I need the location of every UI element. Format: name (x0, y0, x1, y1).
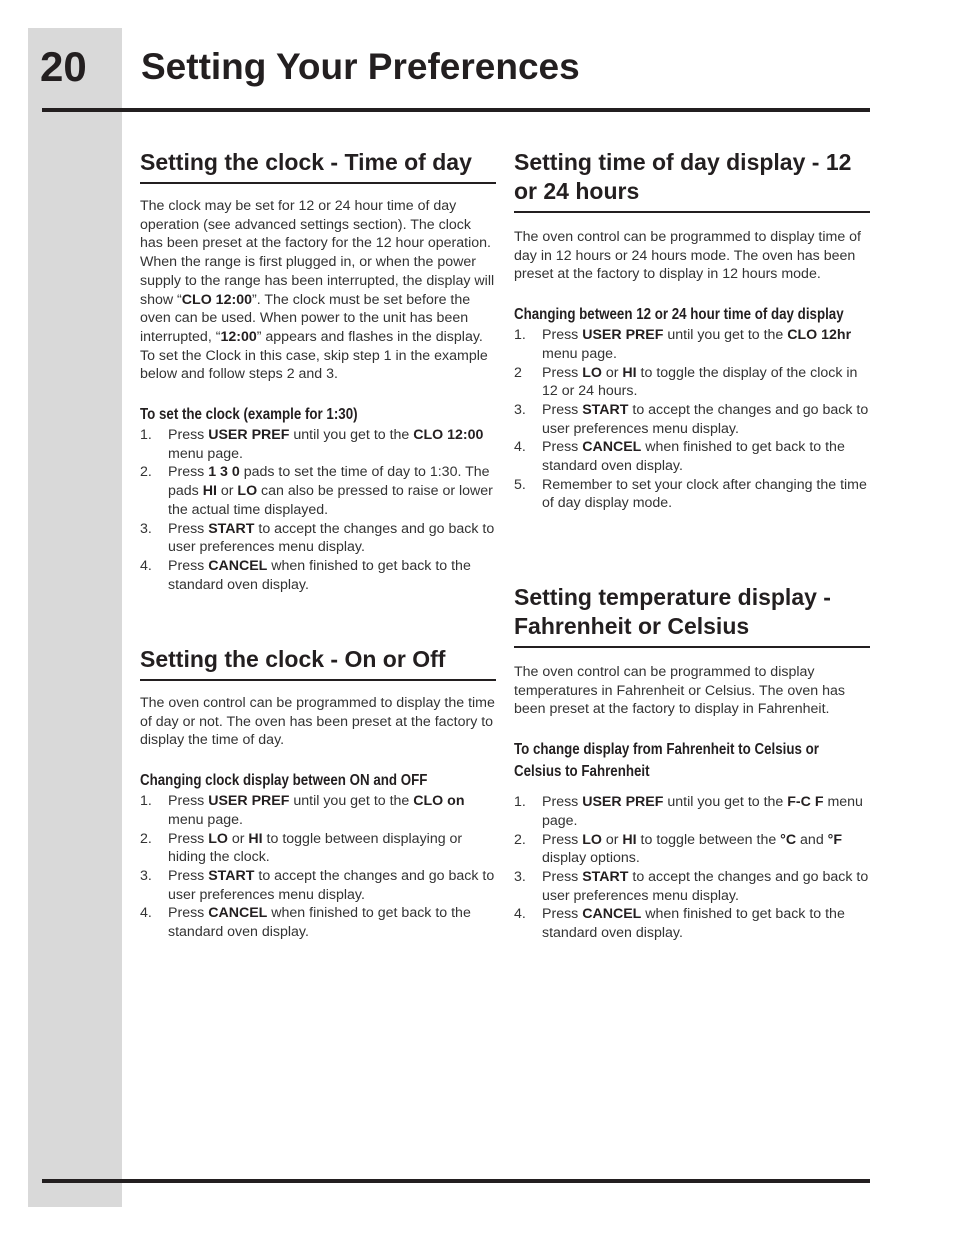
step-list (140, 426, 496, 594)
text-run: Press (542, 906, 583, 923)
emphasis-text: CLO 12hr (787, 327, 852, 344)
step-number: 2. (140, 830, 152, 847)
page-title: Setting Your Preferences (141, 46, 580, 87)
emphasis-text: F-C F (787, 794, 824, 811)
step-item (514, 364, 870, 401)
text-run: until you get to the (663, 327, 788, 344)
section-heading: Setting temperature display - Fahrenheit or Celsius (514, 583, 870, 648)
step-number: 3. (140, 867, 152, 884)
header-rule (42, 108, 870, 112)
emphasis-text: 1 3 0 (208, 464, 240, 481)
text-run: or (601, 364, 623, 381)
section-temp-display (514, 583, 870, 943)
emphasis-text: USER PREF (582, 794, 664, 811)
emphasis-text: CANCEL (208, 557, 268, 574)
text-run: when finished to get back to the standard oven display. (542, 439, 845, 475)
step-number: 3. (140, 520, 152, 537)
step-item (140, 867, 496, 904)
step-number: 2. (140, 464, 152, 481)
emphasis-text: START (208, 520, 255, 537)
step-number: 4. (140, 905, 152, 922)
section-heading: Setting the clock - Time of day (140, 148, 496, 184)
section-clock-onoff (140, 645, 496, 942)
text-run: Press (542, 831, 583, 848)
page-sidebar (28, 28, 122, 1207)
emphasis-text: CLO 12:00 (413, 427, 484, 444)
emphasis-text: START (208, 867, 255, 884)
emphasis-text: CLO 12:00 (181, 291, 252, 308)
step-item (140, 904, 496, 941)
emphasis-text: USER PREF (208, 793, 290, 810)
step-item (140, 792, 496, 829)
emphasis-text: HI (622, 364, 637, 381)
text-run: ”. The clock must be set before the oven can be used. When power to the unit has been interrupted, “ (140, 291, 471, 345)
section-time-display (514, 148, 870, 513)
text-run: Press (542, 868, 583, 885)
emphasis-text: LO (582, 831, 602, 848)
text-run: Press (542, 327, 583, 344)
page-number: 20 (40, 43, 87, 90)
text-run: Press (168, 793, 209, 810)
emphasis-text: USER PREF (208, 427, 290, 444)
section-heading: Setting time of day display - 12 or 24 hours (514, 148, 870, 213)
step-number: 2 (514, 364, 522, 381)
step-number: 3. (514, 868, 526, 885)
text-run: Press (542, 439, 583, 456)
text-run: Press (542, 794, 583, 811)
step-list (514, 326, 870, 513)
text-run: to toggle the display of the clock in 12 or 24 hours. (542, 364, 858, 400)
step-number: 4. (140, 557, 152, 574)
text-run: The oven control can be programmed to display temperatures in Fahrenheit or Celsius. The oven has been preset at the factory to display in Fahrenheit. (514, 664, 845, 718)
step-item (140, 426, 496, 463)
text-run: Remember to set your clock after changing the time of day display mode. (542, 476, 867, 512)
text-run: when finished to get back to the standard oven display. (542, 906, 845, 942)
text-run: display options. (542, 850, 640, 867)
text-run: The oven control can be programmed to display the time of day or not. The oven has been preset at the factory to display the time of day. (140, 695, 495, 749)
step-item (140, 557, 496, 594)
text-run: pads to set the time of day to 1:30. The pads (168, 464, 490, 500)
text-run: Press (168, 464, 209, 481)
step-item (514, 868, 870, 905)
emphasis-text: LO (582, 364, 602, 381)
section-intro (140, 694, 496, 750)
step-item (514, 905, 870, 942)
step-number: 1. (514, 327, 526, 344)
text-run: to accept the changes and go back to user preferences menu display. (542, 401, 869, 437)
step-item (514, 438, 870, 475)
text-run: Press (168, 905, 209, 922)
text-run: to accept the changes and go back to user preferences menu display. (542, 868, 869, 904)
section-subheading: To change display from Fahrenheit to Celsius or Celsius to Fahrenheit (514, 741, 819, 781)
step-number: 3. (514, 401, 526, 418)
emphasis-text: °F (827, 831, 842, 848)
step-item (140, 520, 496, 557)
footer-rule (42, 1179, 870, 1183)
step-item (514, 326, 870, 363)
step-number: 4. (514, 906, 526, 923)
step-item (514, 401, 870, 438)
section-heading: Setting the clock - On or Off (140, 645, 496, 681)
text-run: to toggle between the (636, 831, 781, 848)
text-run: Press (542, 364, 583, 381)
text-run: or (601, 831, 623, 848)
emphasis-text: CLO on (413, 793, 465, 810)
step-item (514, 476, 870, 513)
text-run: or (227, 830, 249, 847)
emphasis-text: °C (780, 831, 797, 848)
section-clock-time (140, 148, 496, 594)
text-run: menu page. (168, 445, 243, 462)
emphasis-text: HI (202, 483, 217, 500)
step-list (140, 792, 496, 942)
text-run: Press (168, 867, 209, 884)
emphasis-text: LO (237, 483, 258, 500)
emphasis-text: USER PREF (582, 327, 664, 344)
emphasis-text: CANCEL (582, 906, 642, 923)
emphasis-text: LO (208, 830, 228, 847)
text-run: until you get to the (289, 793, 414, 810)
text-run: menu page. (168, 811, 243, 828)
text-run: Press (168, 830, 209, 847)
section-subheading: To set the clock (example for 1:30) (140, 406, 358, 424)
text-run: to accept the changes and go back to user preferences menu display. (168, 867, 495, 903)
step-number: 1. (140, 427, 152, 444)
text-run: menu page. (542, 345, 617, 362)
text-run: when finished to get back to the standard oven display. (168, 905, 471, 941)
section-intro (514, 663, 870, 719)
emphasis-text: 12:00 (220, 328, 257, 345)
section-subheading: Changing between 12 or 24 hour time of day display (514, 306, 844, 324)
step-number: 1. (140, 793, 152, 810)
emphasis-text: CANCEL (582, 439, 642, 456)
emphasis-text: CANCEL (208, 905, 268, 922)
text-run: The clock may be set for 12 or 24 hour time of day operation (see advanced settings section). The clock has been preset at the factory for the 12 hour operation. When the range is first plugged in, or when the power supply to the range has been interrupted, the display will show “ (140, 198, 495, 308)
section-intro (514, 228, 870, 284)
text-run: to accept the changes and go back to user preferences menu display. (168, 520, 495, 556)
step-list (514, 793, 870, 943)
text-run: can also be pressed to raise or lower the actual time displayed. (168, 483, 493, 518)
text-run: or (216, 483, 238, 500)
step-item (140, 830, 496, 867)
text-run: until you get to the (289, 427, 414, 444)
text-run: when finished to get back to the standard oven display. (168, 557, 471, 593)
text-run: The oven control can be programmed to display time of day in 12 hours or 24 hours mode. The oven has been preset at the factory to display in 12 hours mode. (514, 229, 861, 283)
text-run: menu page. (542, 794, 863, 829)
text-run: until you get to the (663, 794, 788, 811)
emphasis-text: START (582, 401, 629, 418)
emphasis-text: START (582, 868, 629, 885)
text-run: Press (168, 557, 209, 574)
text-run: and (796, 831, 828, 848)
step-item (514, 793, 870, 830)
text-run: to toggle between displaying or hiding the clock. (168, 830, 463, 866)
section-subheading: Changing clock display between ON and OFF (140, 772, 428, 790)
text-run: Press (168, 427, 209, 444)
step-number: 4. (514, 439, 526, 456)
section-intro (140, 197, 496, 384)
step-number: 2. (514, 831, 526, 848)
text-run: ” appears and flashes in the display. To set the Clock in this case, skip step 1 in the example below and follow steps 2 and 3. (140, 328, 488, 383)
emphasis-text: HI (248, 830, 263, 847)
step-item (140, 463, 496, 519)
step-number: 1. (514, 794, 526, 811)
step-item (514, 831, 870, 868)
emphasis-text: HI (622, 831, 637, 848)
step-number: 5. (514, 476, 526, 493)
text-run: Press (168, 520, 209, 537)
text-run: Press (542, 401, 583, 418)
